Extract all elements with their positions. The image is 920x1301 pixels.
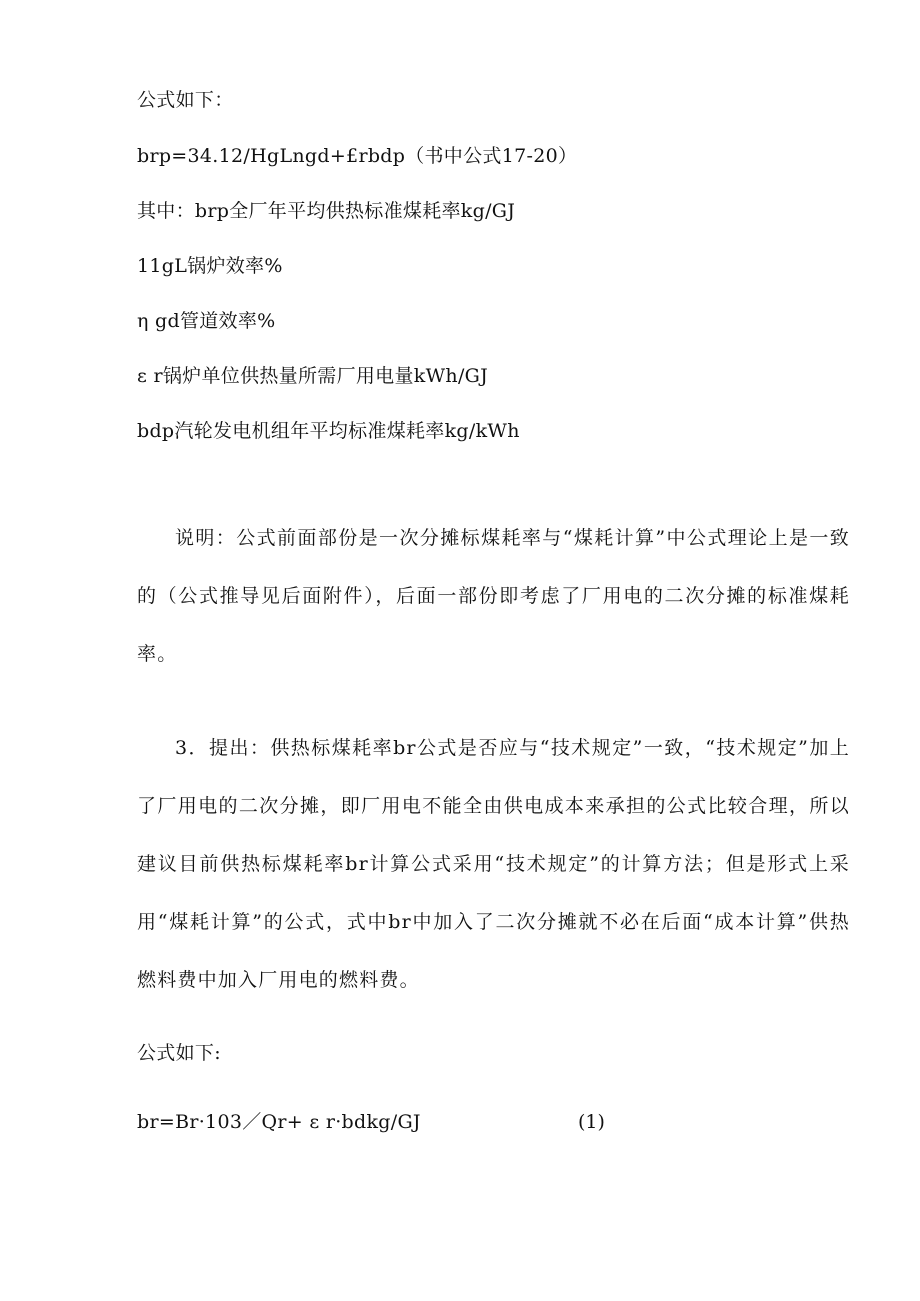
note-paragraph: 说明：公式前面部份是一次分摊标煤耗率与“煤耗计算”中公式理论上是一致的（公式推导见后面附件），后面一部份即考虑了厂用电的二次分摊的标准煤耗率。	[137, 527, 850, 665]
proposal-paragraph: 3．提出：供热标煤耗率br公式是否应与“技术规定”一致，“技术规定”加上了厂用电的二次分摊，即厂用电不能全由供电成本来承担的公式比较合理，所以建议目前供热标煤耗率br计算公式采用“技术规定”的计算方法；但是形式上采用“煤耗计算”的公式，式中br中加入了二次分摊就不必在后面“成本计算”供热燃料费中加入厂用电的燃料费。	[137, 737, 850, 991]
formula-intro-2: 公式如下:	[137, 1042, 221, 1064]
where-line-aux-power: ε r锅炉单位供热量所需厂用电量kWh/GJ	[137, 365, 489, 387]
formula-brp: brp=34.12/HgLngd+£rbdp（书中公式17-20）	[137, 145, 578, 167]
where-line-pipe-efficiency: η gd管道效率%	[137, 310, 276, 332]
where-line-boiler-efficiency: 11gL锅炉效率%	[137, 255, 283, 277]
formula-br: br=Br·103／Qr+ ε r·bdkg/GJ	[137, 1111, 421, 1133]
where-line-bdp: bdp汽轮发电机组年平均标准煤耗率kg/kWh	[137, 420, 520, 442]
where-line-brp: 其中：brp全厂年平均供热标准煤耗率kg/GJ	[137, 200, 516, 222]
formula-intro-1: 公式如下：	[137, 89, 234, 111]
equation-number: (1)	[578, 1111, 605, 1133]
